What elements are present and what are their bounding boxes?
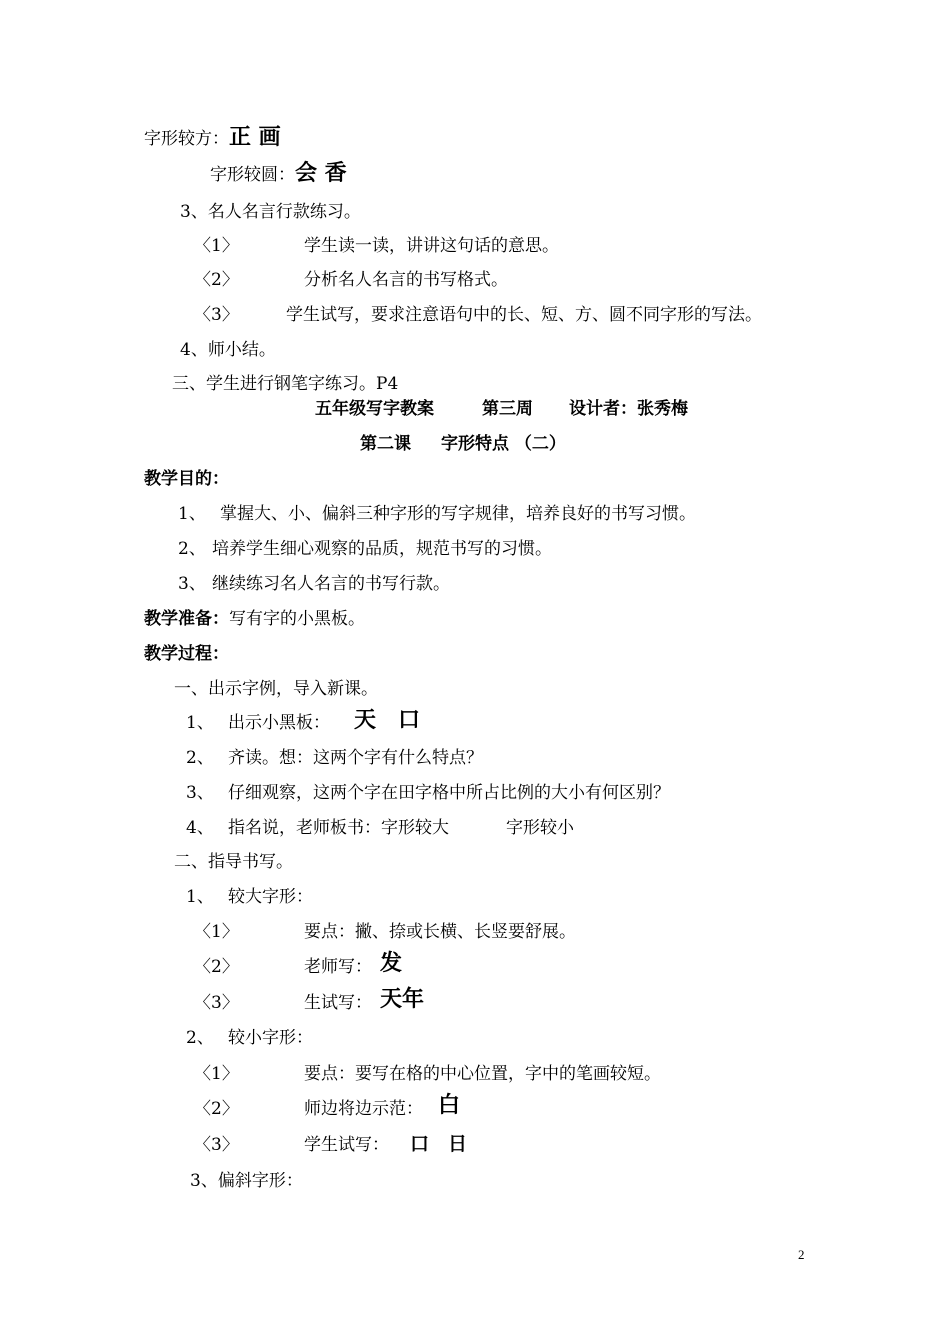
objective-2-text: 培养学生细心观察的品质，规范书写的习惯。 bbox=[212, 539, 552, 559]
quote-sub-1 bbox=[194, 235, 559, 257]
p1-item-2-num: 2、 bbox=[186, 748, 214, 768]
quote-sub-3-num: 〈3〉 bbox=[194, 305, 239, 325]
process-part-1: 一、出示字例，导入新课。 bbox=[174, 679, 378, 699]
p1-item-1-chars: 天 口 bbox=[354, 708, 421, 733]
large-sub-1-num: 〈1〉 bbox=[194, 922, 239, 942]
slanted-shape-item: 3、偏斜字形： bbox=[190, 1171, 303, 1191]
shape-square-label: 字形较方： bbox=[144, 129, 229, 149]
small-shape-num: 2、 bbox=[186, 1028, 214, 1048]
objective-1 bbox=[178, 503, 696, 525]
large-sub-2-text: 老师写： bbox=[304, 957, 372, 977]
p1-item-3-text: 仔细观察，这两个字在田字格中所占比例的大小有何区别？ bbox=[228, 783, 670, 803]
objective-3 bbox=[178, 573, 450, 595]
shape-round-line bbox=[210, 163, 347, 186]
p1-item-4-num: 4、 bbox=[186, 818, 214, 838]
shape-round-chars: 会 香 bbox=[295, 161, 347, 186]
quote-sub-3-text: 学生试写，要求注意语句中的长、短、方、圆不同字形的写法。 bbox=[286, 305, 762, 325]
large-shape-num: 1、 bbox=[186, 887, 214, 907]
shape-square-chars: 正 画 bbox=[229, 125, 281, 150]
large-sub-3 bbox=[194, 987, 425, 1014]
small-sub-1-num: 〈1〉 bbox=[194, 1064, 239, 1084]
process-part-2: 二、指导书写。 bbox=[174, 852, 293, 872]
large-sub-3-chars: 天年 bbox=[380, 987, 425, 1012]
quote-sub-1-text: 学生读一读，讲讲这句话的意思。 bbox=[304, 236, 559, 256]
lesson-header bbox=[360, 433, 566, 455]
p1-item-1-text: 出示小黑板： bbox=[228, 713, 330, 733]
small-sub-2-chars: 白 bbox=[438, 1093, 461, 1118]
small-sub-3-chars: 口 日 bbox=[410, 1133, 468, 1155]
preparation-text: 写有字的小黑板。 bbox=[229, 609, 365, 629]
p1-item-4-text: 指名说，老师板书：字形较大 bbox=[228, 818, 449, 838]
small-shape-item bbox=[186, 1027, 313, 1049]
p1-item-2 bbox=[186, 747, 483, 769]
shape-round-label: 字形较圆： bbox=[210, 165, 295, 185]
quote-sub-1-num: 〈1〉 bbox=[194, 236, 239, 256]
objective-3-num: 3、 bbox=[178, 574, 206, 594]
item-3-quotes: 3、名人名言行款练习。 bbox=[180, 202, 361, 222]
quote-sub-2-num: 〈2〉 bbox=[194, 270, 239, 290]
p1-item-3 bbox=[186, 782, 670, 804]
page-number: 2 bbox=[798, 1247, 805, 1262]
objectives-heading: 教学目的： bbox=[144, 469, 229, 489]
large-sub-2-num: 〈2〉 bbox=[194, 957, 239, 977]
p1-item-4 bbox=[186, 817, 574, 839]
large-sub-3-text: 生试写： bbox=[304, 993, 372, 1013]
large-shape-title: 较大字形： bbox=[228, 887, 313, 907]
small-sub-2-num: 〈2〉 bbox=[194, 1099, 239, 1119]
objective-1-num: 1、 bbox=[178, 504, 206, 524]
small-sub-2-text: 师边将边示范： bbox=[304, 1099, 423, 1119]
large-sub-2-chars: 发 bbox=[380, 951, 403, 976]
small-sub-2 bbox=[194, 1093, 461, 1120]
p1-item-2-text: 齐读。想：这两个字有什么特点？ bbox=[228, 748, 483, 768]
quote-sub-3 bbox=[194, 304, 762, 326]
p1-item-1-num: 1、 bbox=[186, 713, 214, 733]
small-sub-1-text: 要点：要写在格的中心位置，字中的笔画较短。 bbox=[304, 1064, 661, 1084]
section-3-practice: 三、学生进行钢笔字练习。P4 bbox=[172, 374, 399, 394]
p1-item-1 bbox=[186, 708, 421, 734]
lesson-topic: 字形特点 （二） bbox=[441, 434, 566, 454]
plan-title: 五年级写字教案 bbox=[315, 399, 434, 419]
p1-item-4-extra: 字形较小 bbox=[506, 818, 574, 838]
small-sub-1 bbox=[194, 1063, 661, 1085]
large-sub-2 bbox=[194, 951, 403, 978]
item-4-summary: 4、师小结。 bbox=[180, 340, 276, 360]
small-sub-3 bbox=[194, 1133, 468, 1156]
objective-1-text: 掌握大、小、偏斜三种字形的写字规律，培养良好的书写习惯。 bbox=[220, 504, 696, 524]
objective-2 bbox=[178, 538, 552, 560]
objective-3-text: 继续练习名人名言的书写行款。 bbox=[212, 574, 450, 594]
large-sub-3-num: 〈3〉 bbox=[194, 993, 239, 1013]
quote-sub-2 bbox=[194, 269, 508, 291]
large-sub-1-text: 要点：撇、捺或长横、长竖要舒展。 bbox=[304, 922, 576, 942]
shape-square-line bbox=[144, 127, 281, 150]
quote-sub-2-text: 分析名人名言的书写格式。 bbox=[304, 270, 508, 290]
small-sub-3-num: 〈3〉 bbox=[194, 1135, 239, 1155]
process-heading: 教学过程： bbox=[144, 644, 229, 664]
plan-header bbox=[315, 398, 688, 420]
large-shape-item bbox=[186, 886, 313, 908]
plan-week: 第三周 bbox=[482, 399, 533, 419]
small-shape-title: 较小字形： bbox=[228, 1028, 313, 1048]
preparation-line bbox=[144, 608, 365, 630]
p1-item-3-num: 3、 bbox=[186, 783, 214, 803]
objective-2-num: 2、 bbox=[178, 539, 206, 559]
lesson-number: 第二课 bbox=[360, 434, 411, 454]
small-sub-3-text: 学生试写： bbox=[304, 1135, 389, 1155]
plan-designer: 设计者：张秀梅 bbox=[569, 399, 688, 419]
preparation-heading: 教学准备： bbox=[144, 609, 229, 629]
large-sub-1 bbox=[194, 921, 576, 943]
